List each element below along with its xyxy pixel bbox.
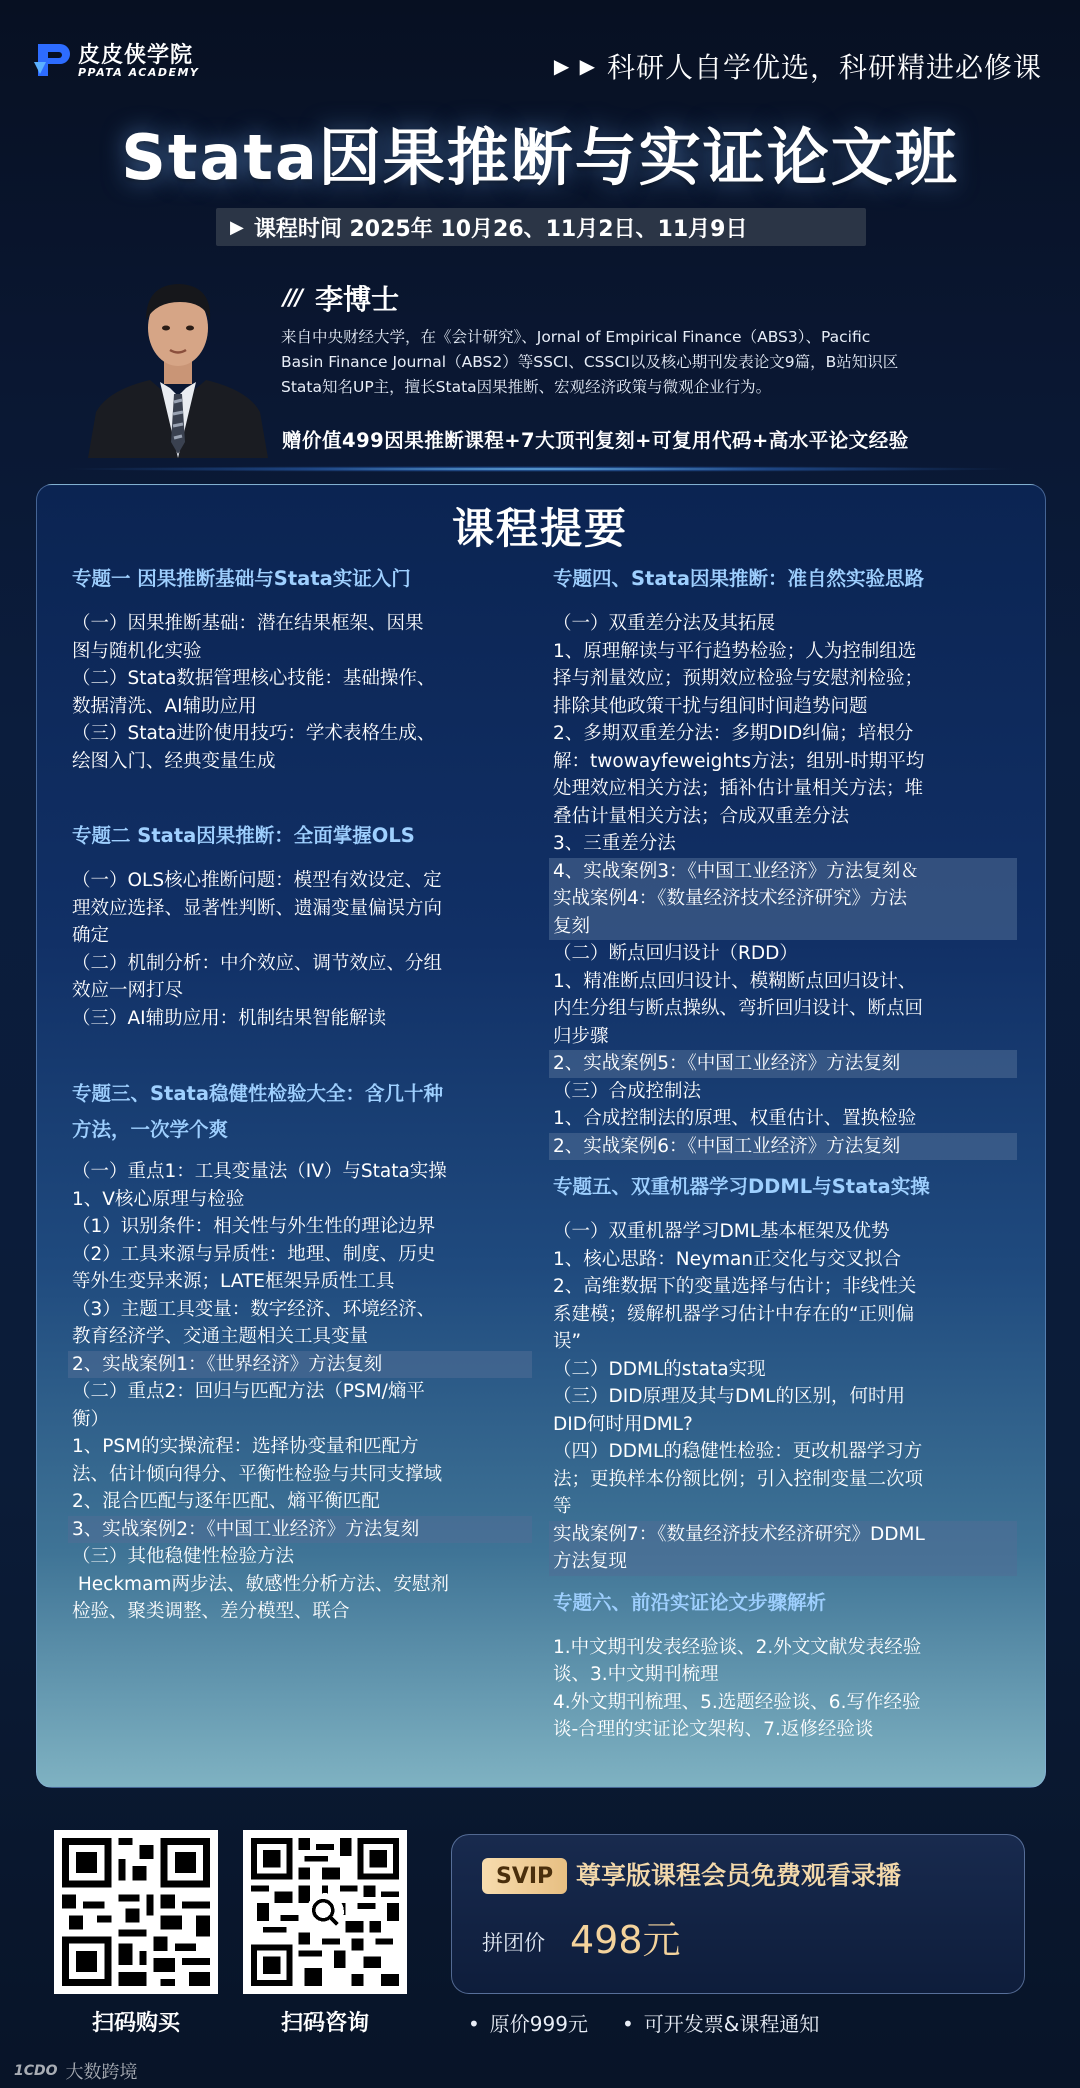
gift-offer: 赠价值499因果推断课程+7大顶刊复刻+可复用代码+高水平论文经验 xyxy=(282,429,909,452)
outline-line: 谈-合理的实证论文架构、7.返修经验谈 xyxy=(553,1719,874,1740)
outline-line: 叠估计量相关方法；合成双重差分法 xyxy=(553,805,850,827)
outline-line: 衡） xyxy=(72,1408,110,1430)
bio-line: 来自中央财经大学，在《会计研究》、Jornal of Empirical Finance（ABS3）、Pacific xyxy=(281,328,871,346)
teacher-name-row xyxy=(283,278,399,318)
price-label: 拼团价 xyxy=(482,1931,545,1955)
outline-line: 法；更换样本份额比例；引入控制变量二次项 xyxy=(553,1468,924,1490)
section-heading-2: 专题二 Stata因果推断：全面掌握OLS xyxy=(72,824,415,847)
outline-line: （四）DDML的稳健性检验：更改机器学习方 xyxy=(553,1441,923,1462)
section-heading-5: 专题五、双重机器学习DDML与Stata实操 xyxy=(553,1175,930,1198)
section-heading-3-line: 方法，一次学个爽 xyxy=(72,1118,229,1141)
outline-line: （一）因果推断基础：潜在结果框架、因果 xyxy=(72,613,424,634)
outline-line: 数据清洗、AI辅助应用 xyxy=(72,695,257,717)
logo-mark-icon xyxy=(34,40,72,80)
outline-line: 排除其他政策干扰与组间时间趋势问题 xyxy=(553,695,868,717)
teacher-portrait xyxy=(88,262,268,458)
outline-line: 4.外文期刊梳理、5.选题经验谈、6.写作经验 xyxy=(553,1691,921,1713)
outline-line: 效应一网打尽 xyxy=(72,980,184,1001)
price-value: 498元 xyxy=(570,1918,681,1962)
outline-line: 1、精准断点回归设计、模糊断点回归设计、 xyxy=(553,970,917,992)
outline-line: 1、PSM的实操流程：选择协变量和匹配方 xyxy=(72,1436,419,1457)
play-arrows-icon: ▶ ▶ xyxy=(553,54,597,78)
slogan-text: 科研人自学优选，科研精进必修课 xyxy=(606,51,1042,84)
outline-line: 法、估计倾向得分、平衡性检验与共同支撑域 xyxy=(72,1463,443,1485)
consult-qr-code[interactable] xyxy=(243,1830,407,1994)
qr-caption-consult: 扫码咨询 xyxy=(280,2011,369,2036)
outline-line: （三）其他稳健性检验方法 xyxy=(72,1546,295,1567)
outline-line: （一）双重机器学习DML基本框架及优势 xyxy=(553,1221,890,1242)
outline-line: （二）DDML的stata实现 xyxy=(553,1358,766,1380)
outline-line: 检验、聚类调整、差分模型、联合 xyxy=(72,1601,350,1622)
outline-line-highlight: 2、实战案例1：《世界经济》方法复刻 xyxy=(68,1351,532,1379)
outline-line: （二）机制分析：中介效应、调节效应、分组 xyxy=(72,952,443,974)
qr-caption-purchase: 扫码购买 xyxy=(91,2011,180,2036)
section-heading-4: 专题四、Stata因果推断：准自然实验思路 xyxy=(553,567,925,590)
slogan xyxy=(554,46,1042,86)
outline-line: 等 xyxy=(553,1496,572,1517)
outline-line: 1、原理解读与平行趋势检验；人为控制组选 xyxy=(553,640,917,662)
outline-line: 教育经济学、交通主题相关工具变量 xyxy=(72,1326,369,1347)
outline-line-highlight: 复刻 xyxy=(549,913,1017,941)
teacher-bio xyxy=(281,325,1001,400)
section-heading-3-line: 专题三、Stata稳健性检验大全：含几十种 xyxy=(72,1082,444,1105)
outline-line: 系建模；缓解机器学习估计中存在的“正则偏 xyxy=(553,1303,915,1325)
outline-line: （2）工具来源与异质性：地理、制度、历史 xyxy=(72,1243,436,1265)
outline-line: 1、合成控制法的原理、权重估计、置换检验 xyxy=(553,1108,917,1129)
bullet-original-price: • 原价999元 xyxy=(468,2008,588,2037)
glow-divider xyxy=(60,466,1020,472)
outline-line: （二）重点2：回归与匹配方法（PSM/熵平 xyxy=(72,1381,425,1402)
watermark xyxy=(14,2058,138,2084)
outline-line: 误” xyxy=(553,1331,582,1352)
outline-line: Heckmam两步法、敏感性分析方法、安慰剂 xyxy=(72,1573,449,1595)
outline-line: 2、多期双重差分法：多期DID纠偏；培根分 xyxy=(553,723,914,744)
outline-title: 课程提要 xyxy=(451,504,628,553)
outline-line: （一）OLS核心推断问题：模型有效设定、定 xyxy=(72,870,442,891)
bio-line: Stata知名UP主，擅长Stata因果推断、宏观经济政策与微观企业行为。 xyxy=(281,378,772,396)
qr-code-icon xyxy=(251,1838,399,1986)
outline-line: （一）重点1：工具变量法（IV）与Stata实操 xyxy=(72,1161,447,1182)
outline-line: 等外生变异来源；LATE框架异质性工具 xyxy=(72,1271,395,1292)
outline-line: （三）合成控制法 xyxy=(553,1080,702,1102)
section-heading-1: 专题一 因果推断基础与Stata实证入门 xyxy=(72,567,411,590)
section-heading-3 xyxy=(72,1076,524,1148)
teacher-name: 李博士 xyxy=(315,283,400,316)
outline-line: 3、三重差分法 xyxy=(553,833,676,854)
outline-line: 1、核心思路：Neyman正交化与交叉拟合 xyxy=(553,1248,902,1270)
outline-left-column xyxy=(72,562,524,1626)
outline-line: （三）AI辅助应用：机制结果智能解读 xyxy=(72,1007,387,1029)
outline-line-highlight: 2、实战案例5：《中国工业经济》方法复刻 xyxy=(549,1050,1017,1078)
outline-line: （二）Stata数据管理核心技能：基础操作、 xyxy=(72,668,436,689)
outline-line: 绘图入门、经典变量生成 xyxy=(72,750,276,772)
outline-line-highlight: 2、实战案例6：《中国工业经济》方法复刻 xyxy=(549,1133,1017,1161)
bullet-list xyxy=(468,2008,819,2037)
outline-line: 内生分组与断点操纵、弯折回归设计、断点回 xyxy=(553,998,924,1019)
course-time-bar xyxy=(216,208,866,246)
brand-logo xyxy=(34,38,214,84)
outline-line: 择与剂量效应；预期效应检验与安慰剂检验； xyxy=(553,668,924,689)
outline-line: 1、V核心原理与检验 xyxy=(72,1188,245,1210)
course-time-text: 课程时间 2025年 10月26、11月2日、11月9日 xyxy=(253,216,748,242)
watermark-logo: 1CDO xyxy=(14,2063,58,2079)
outline-line: 1.中文期刊发表经验谈、2.外文文献发表经验 xyxy=(553,1636,922,1658)
outline-line: （三）Stata进阶使用技巧：学术表格生成、 xyxy=(72,723,436,744)
outline-line: 解：twowayfeweights方法；组别-时期平均 xyxy=(553,750,925,772)
slash-bars-icon: /// xyxy=(283,285,302,311)
outline-line: DID何时用DML? xyxy=(553,1413,693,1435)
outline-line: （3）主题工具变量：数字经济、环境经济、 xyxy=(72,1298,436,1320)
svip-description: 尊享版课程会员免费观看录播 xyxy=(576,1861,902,1890)
bio-line: Basin Finance Journal（ABS2）等SSCI、CSSCI以及核心期刊发表论文9篇，B站知识区 xyxy=(281,353,899,371)
purchase-qr-code[interactable] xyxy=(54,1830,218,1994)
play-icon: ▶ xyxy=(230,216,244,238)
outline-line: 处理效应相关方法；插补估计量相关方法；堆 xyxy=(553,778,924,799)
section-heading-6: 专题六、前沿实证论文步骤解析 xyxy=(553,1590,827,1614)
outline-line: 谈、3.中文期刊梳理 xyxy=(553,1664,719,1685)
outline-line: 确定 xyxy=(72,925,110,946)
svip-badge: SVIP xyxy=(482,1858,567,1894)
outline-line: 图与随机化实验 xyxy=(72,640,202,662)
outline-line: （1）识别条件：相关性与外生性的理论边界 xyxy=(72,1216,436,1237)
outline-line: 理效应选择、显著性判断、遗漏变量偏误方向 xyxy=(72,897,443,919)
outline-line-highlight: 方法复现 xyxy=(549,1548,1017,1576)
qr-code-icon xyxy=(62,1838,210,1986)
outline-line-highlight: 实战案例4：《数量经济技术经济研究》方法 xyxy=(549,885,1017,913)
watermark-text: 大数跨境 xyxy=(65,2062,138,2083)
outline-line: （一）双重差分法及其拓展 xyxy=(553,613,776,634)
outline-line-highlight: 3、实战案例2：《中国工业经济》方法复刻 xyxy=(68,1516,532,1544)
outline-line: 归步骤 xyxy=(553,1025,609,1047)
logo-text-cn: 皮皮侠学院 xyxy=(78,43,194,68)
outline-line-highlight: 4、实战案例3：《中国工业经济》方法复刻＆ xyxy=(549,858,1017,886)
page-title: Stata因果推断与实证论文班 xyxy=(121,121,959,194)
outline-line-highlight: 实战案例7：《数量经济技术经济研究》DDML xyxy=(549,1521,1017,1549)
outline-right-column xyxy=(553,562,1009,1744)
outline-line: （三）DID原理及其与DML的区别，何时用 xyxy=(553,1386,905,1407)
bullet-invoice: • 可开发票&课程通知 xyxy=(622,2008,819,2037)
logo-text-en: PPATA ACADEMY xyxy=(78,66,200,79)
outline-line: 2、混合匹配与逐年匹配、熵平衡匹配 xyxy=(72,1491,380,1512)
outline-line: 2、高维数据下的变量选择与估计；非线性关 xyxy=(553,1276,917,1297)
outline-line: （二）断点回归设计（RDD） xyxy=(553,943,798,964)
